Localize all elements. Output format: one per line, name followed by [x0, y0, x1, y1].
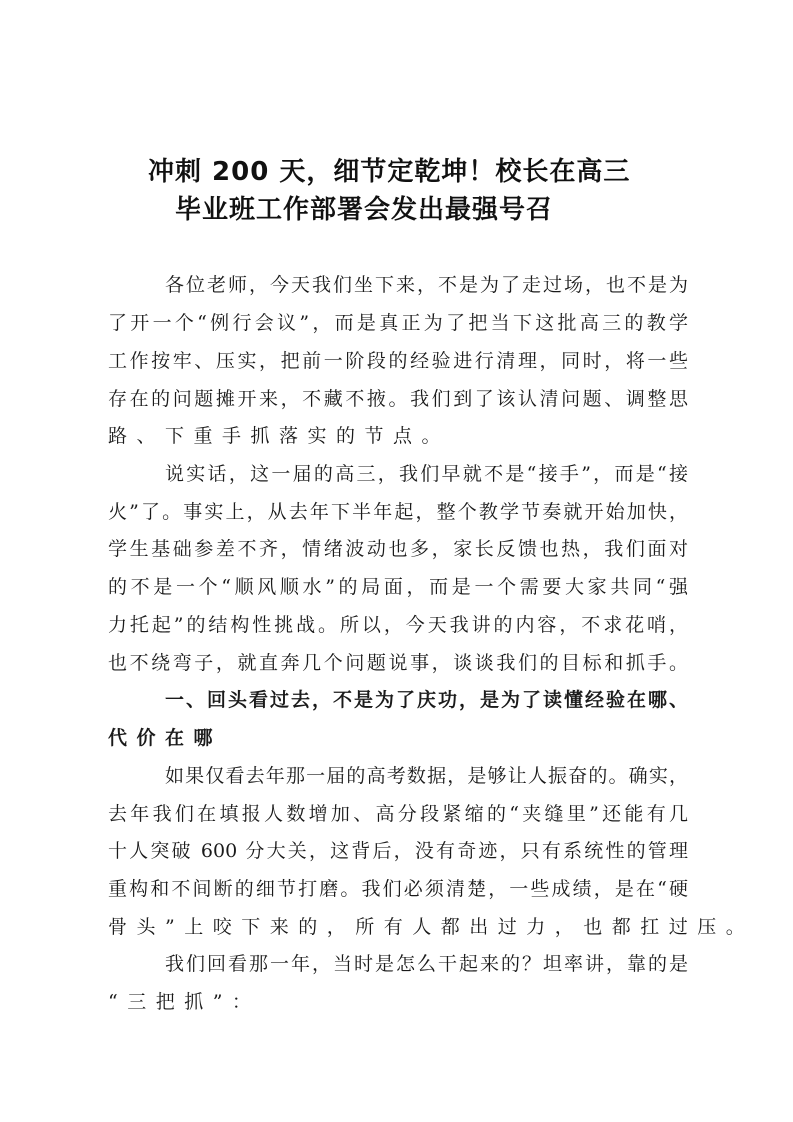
paragraph-2-line: 力托起”的结构性挑战。所以，今天我讲的内容，不求花哨，: [108, 614, 688, 636]
paragraph-2-line: 火”了。事实上，从去年下半年起，整个教学节奏就开始加快，: [108, 501, 688, 523]
paragraph-1-line: 各位老师，今天我们坐下来，不是为了走过场，也不是为: [165, 274, 688, 296]
paragraph-1-line: 路、下重手抓落实的节点。: [108, 425, 451, 447]
section-heading-line: 一、回头看过去，不是为了庆功，是为了读懂经验在哪、: [165, 689, 688, 711]
paragraph-1-line: 工作按牢、压实，把前一阶段的经验进行清理，同时，将一些: [108, 350, 688, 372]
paragraph-1-line: 存在的问题摊开来，不藏不掖。我们到了该认清问题、调整思: [108, 388, 688, 410]
paragraph-4-line: “三把抓”：: [108, 991, 261, 1013]
paragraph-2-line: 说实话，这一届的高三，我们早就不是“接手”，而是“接: [165, 463, 688, 485]
paragraph-3-line: 骨头”上咬下来的，所有人都出过力，也都扛过压。: [108, 916, 755, 938]
paragraph-1-line: 了开一个“例行会议”，而是真正为了把当下这批高三的教学: [108, 312, 688, 334]
title-line-1: 冲刺 200 天，细节定乾坤！校长在高三: [148, 157, 631, 187]
paragraph-3-line: 如果仅看去年那一届的高考数据，是够让人振奋的。确实，: [165, 765, 688, 787]
paragraph-2-line: 学生基础参差不齐，情绪波动也多，家长反馈也热，我们面对: [108, 538, 688, 560]
title-line-2: 毕业班工作部署会发出最强号召: [175, 195, 554, 225]
paragraph-4-line: 我们回看那一年，当时是怎么干起来的？坦率讲，靠的是: [165, 953, 688, 975]
paragraph-3-line: 去年我们在填报人数增加、高分段紧缩的“夹缝里”还能有几: [108, 803, 688, 825]
section-heading-line: 代价在哪: [108, 727, 223, 749]
paragraph-2-line: 也不绕弯子，就直奔几个问题说事，谈谈我们的目标和抓手。: [108, 652, 688, 674]
paragraph-2-line: 的不是一个“顺风顺水”的局面，而是一个需要大家共同“强: [108, 576, 688, 598]
paragraph-3-line: 重构和不间断的细节打磨。我们必须清楚，一些成绩，是在“硬: [108, 878, 688, 900]
paragraph-3-line: 十人突破 600 分大关，这背后，没有奇迹，只有系统性的管理: [108, 840, 688, 862]
